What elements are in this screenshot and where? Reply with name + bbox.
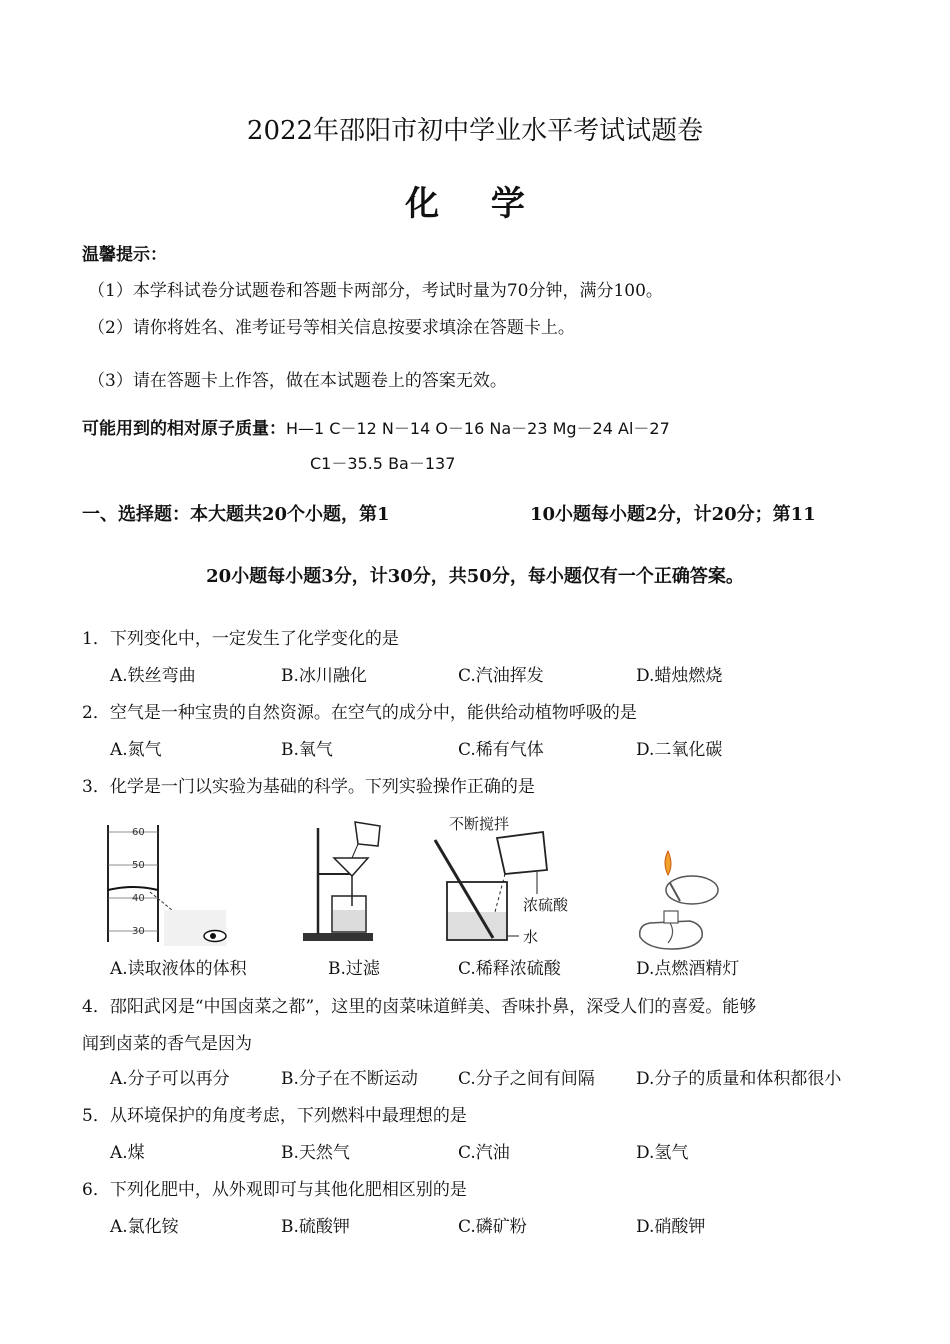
tips-heading: 温馨提示： xyxy=(82,245,167,265)
option-b: B.硫酸钾 xyxy=(281,1217,350,1237)
subject-title: 化 学 xyxy=(405,184,545,224)
question-4 xyxy=(82,992,756,1017)
figure-cylinder-reading xyxy=(100,820,235,950)
tip-item: （1）本学科试卷分试题卷和答题卡两部分，考试时量为70分钟，满分100。 xyxy=(88,281,663,301)
water-label: 水 xyxy=(523,928,539,946)
page-title: 2022年邵阳市初中学业水平考试试题卷 xyxy=(246,116,704,146)
question-number: 6． xyxy=(82,1180,110,1200)
section-heading-b: 10小题每小题2分，计20分；第11 xyxy=(530,504,816,525)
question-stem: 下列变化中，一定发生了化学变化的是 xyxy=(109,629,399,649)
option-c: C.稀释浓硫酸 xyxy=(458,959,561,979)
question-2 xyxy=(82,698,637,723)
option-b: B.冰川融化 xyxy=(281,666,367,686)
atomic-mass-values: H—1 C－12 N－14 O－16 Na－23 Mg－24 Al－27 xyxy=(286,419,670,438)
option-b: B.氧气 xyxy=(281,740,333,760)
option-c: C.汽油 xyxy=(458,1143,510,1163)
option-a: A.氮气 xyxy=(110,740,162,760)
question-stem: 下列化肥中，从外观即可与其他化肥相区别的是 xyxy=(109,1180,467,1200)
question-stem: 邵阳武冈是“中国卤菜之都”，这里的卤菜味道鲜美、香味扑鼻，深受人们的喜爱。能够 xyxy=(109,997,757,1017)
option-d: D.二氧化碳 xyxy=(636,740,723,760)
tick-label: 30 xyxy=(132,926,145,937)
figure-filtration xyxy=(300,818,400,946)
option-d: D.硝酸钾 xyxy=(636,1217,706,1237)
tick-label: 50 xyxy=(132,860,145,871)
stir-label: 不断搅拌 xyxy=(449,815,510,833)
option-b: B.分子在不断运动 xyxy=(281,1069,418,1089)
figure-dilution xyxy=(425,812,585,950)
option-b: B.天然气 xyxy=(281,1143,350,1163)
atomic-mass-line xyxy=(82,414,670,439)
section-heading-2: 20小题每小题3分，计30分，共50分，每小题仅有一个正确答案。 xyxy=(206,566,744,587)
question-stem: 空气是一种宝贵的自然资源。在空气的成分中，能供给动植物呼吸的是 xyxy=(109,703,637,723)
tick-label: 40 xyxy=(132,893,145,904)
option-a: A.煤 xyxy=(110,1143,145,1163)
option-c: C.汽油挥发 xyxy=(458,666,544,686)
tick-label: 60 xyxy=(132,827,145,838)
question-4-continued: 闻到卤菜的香气是因为 xyxy=(82,1034,252,1054)
option-d: D.分子的质量和体积都很小 xyxy=(636,1069,842,1089)
option-c: C.磷矿粉 xyxy=(458,1217,527,1237)
tip-item: （3）请在答题卡上作答，做在本试题卷上的答案无效。 xyxy=(88,371,507,391)
atomic-mass-label: 可能用到的相对原子质量： xyxy=(82,419,286,439)
section-heading-a: 一、选择题：本大题共20个小题，第1 xyxy=(82,504,390,525)
option-a: A.氯化铵 xyxy=(110,1217,179,1237)
option-a: A.分子可以再分 xyxy=(110,1069,230,1089)
option-b: B.过滤 xyxy=(328,959,380,979)
question-stem: 化学是一门以实验为基础的科学。下列实验操作正确的是 xyxy=(109,777,535,797)
question-3 xyxy=(82,772,535,797)
option-a: A.铁丝弯曲 xyxy=(110,666,196,686)
question-number: 2． xyxy=(82,703,110,723)
question-number: 5． xyxy=(82,1106,110,1126)
question-6 xyxy=(82,1175,467,1200)
option-d: D.蜡烛燃烧 xyxy=(636,666,723,686)
acid-label: 浓硫酸 xyxy=(523,896,569,914)
question-number: 4． xyxy=(82,997,110,1017)
question-number: 1． xyxy=(82,629,110,649)
option-d: D.点燃酒精灯 xyxy=(636,959,740,979)
option-a: A.读取液体的体积 xyxy=(110,959,247,979)
tip-item: （2）请你将姓名、准考证号等相关信息按要求填涂在答题卡上。 xyxy=(88,318,575,338)
atomic-mass-values-2: C1－35.5 Ba－137 xyxy=(310,454,456,473)
question-stem: 从环境保护的角度考虑，下列燃料中最理想的是 xyxy=(109,1106,467,1126)
option-d: D.氢气 xyxy=(636,1143,689,1163)
question-5 xyxy=(82,1101,467,1126)
question-1 xyxy=(82,624,399,649)
figure-alcohol-lamp xyxy=(630,845,730,951)
option-c: C.稀有气体 xyxy=(458,740,544,760)
option-c: C.分子之间有间隔 xyxy=(458,1069,595,1089)
question-number: 3． xyxy=(82,777,110,797)
